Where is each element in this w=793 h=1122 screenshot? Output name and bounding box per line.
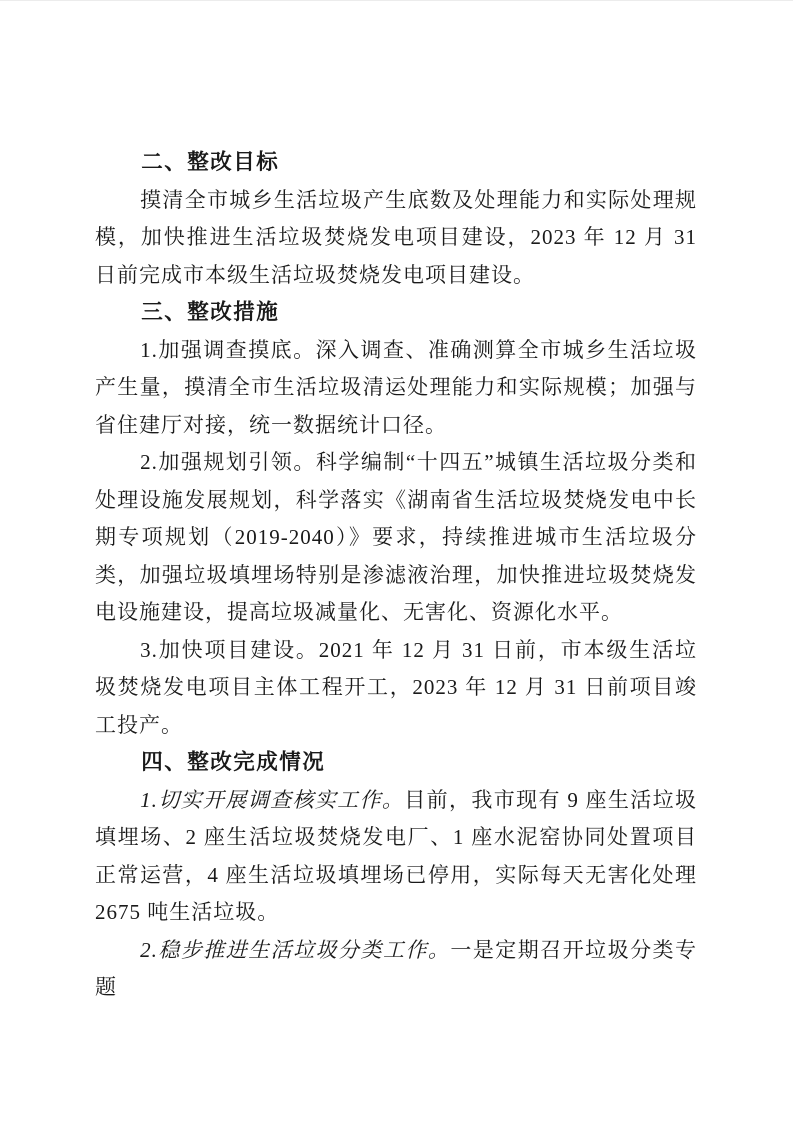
paragraph-lead: 1.切实开展调查核实工作。 [140, 787, 405, 812]
paragraph: 摸清全市城乡生活垃圾产生底数及处理能力和实际处理规模，加快推进生活垃圾焚烧发电项目建设，2023 年 12 月 31 日前完成市本级生活垃圾焚烧发电项目建设。 [95, 187, 697, 287]
section-heading-rectification-goal: 二、整改目标 [141, 150, 280, 174]
section-heading-rectification-measures: 三、整改措施 [141, 300, 280, 324]
paragraph-text: 一是定期召开垃圾分类专题 [95, 937, 698, 999]
document-content [95, 144, 697, 1007]
paragraph [95, 782, 697, 932]
paragraph-lead: 2.稳步推进生活垃圾分类工作。 [140, 937, 451, 962]
paragraph: 1.加强调查摸底。深入调查、准确测算全市城乡生活垃圾产生量，摸清全市生活垃圾清运处理能力和实际规模；加强与省住建厅对接，统一数据统计口径。 [95, 337, 697, 437]
paragraph-text: 目前，我市现有 9 座生活垃圾填埋场、2 座生活垃圾焚烧发电厂、1 座水泥窑协同处置项目正常运营，4 座生活垃圾填埋场已停用，实际每天无害化处理 2675 吨生活垃圾。 [95, 787, 698, 924]
section-heading-rectification-status: 四、整改完成情况 [141, 750, 326, 774]
paragraph [95, 932, 697, 1007]
paragraph: 3.加快项目建设。2021 年 12 月 31 日前，市本级生活垃圾焚烧发电项目主体工程开工，2023 年 12 月 31 日前项目竣工投产。 [95, 637, 697, 737]
paragraph: 2.加强规划引领。科学编制“十四五”城镇生活垃圾分类和处理设施发展规划，科学落实《湖南省生活垃圾焚烧发电中长期专项规划（2019-2040）》要求，持续推进城市生活垃圾分类，加强垃圾填埋场特别是渗滤液治理，加快推进垃圾焚烧发电设施建设，提高垃圾减量化、无害化、资源化水平。 [95, 450, 697, 624]
